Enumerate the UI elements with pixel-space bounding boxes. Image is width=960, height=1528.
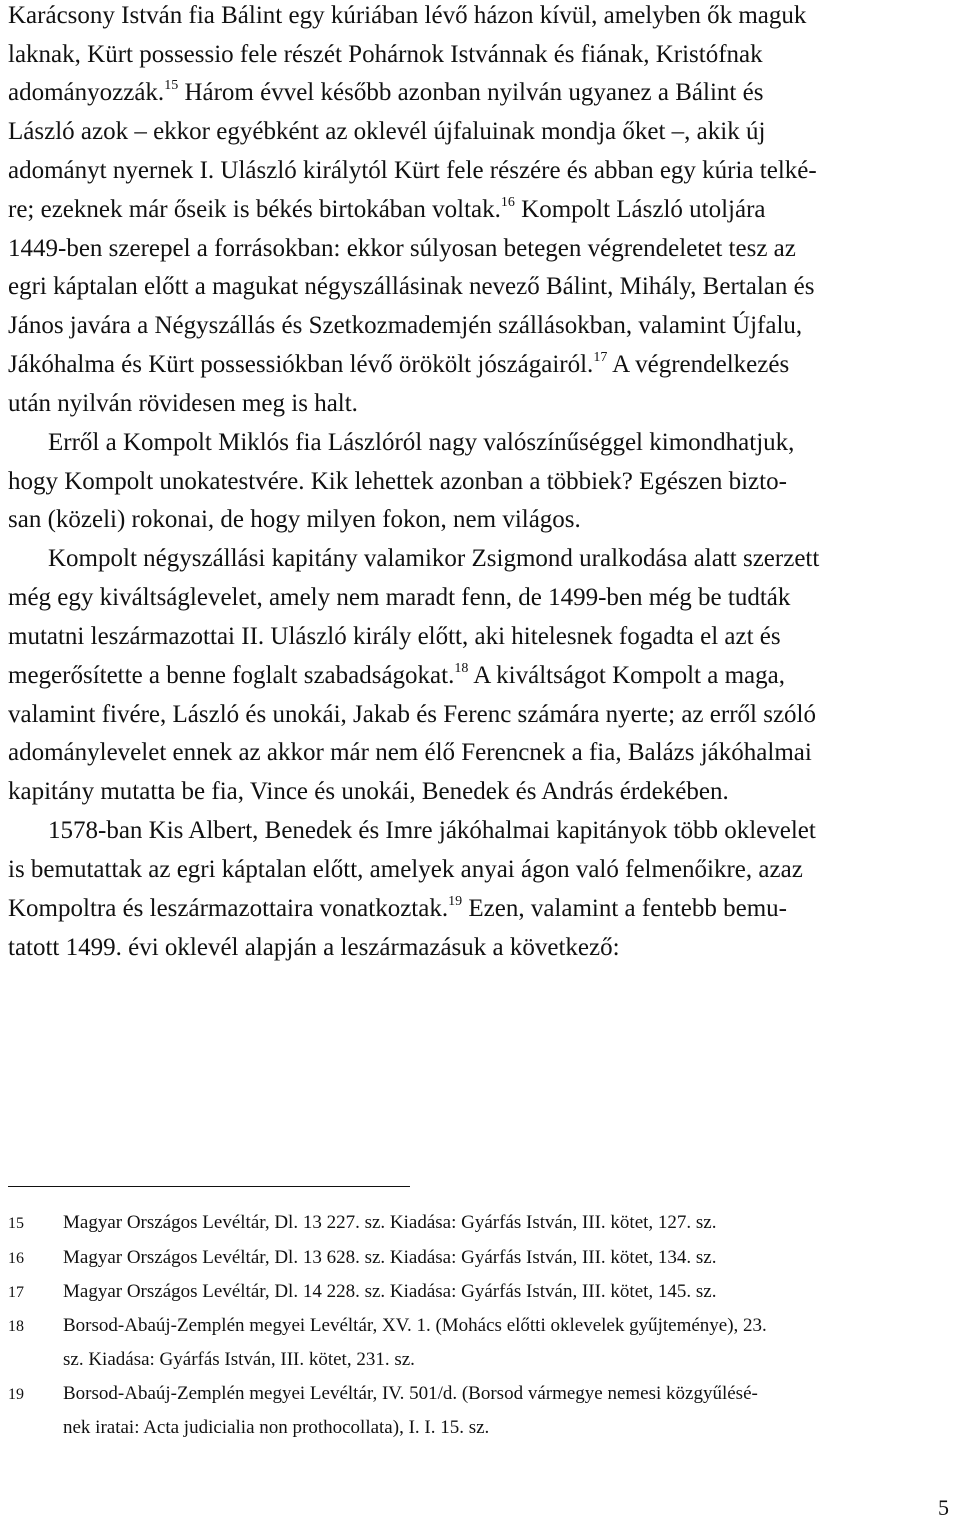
text-line: egri káptalan előtt a magukat négyszállásinak nevező Bálint, Mihály, Bertalan és (8, 273, 815, 300)
footnote-ref[interactable]: 18 (454, 661, 469, 676)
text-line: László azok – ekkor egyébként az oklevél újfaluinak mondja őket –, akik új (8, 118, 766, 145)
text-line: 1578-ban Kis Albert, Benedek és Imre jákóhalmai kapitányok több oklevelet (48, 817, 816, 844)
text-line: is bemutattak az egri káptalan előtt, amelyek anyai ágon való felmenőikre, azaz (8, 856, 803, 883)
text-line: re; ezeknek már őseik is békés birtokában voltak.$^{16}$ Kompolt László utoljára (8, 195, 766, 223)
footnote (8, 1282, 717, 1301)
text-line: laknak, Kürt possessio fele részét Pohárnok Istvánnak és fiának, Kristófnak (8, 41, 763, 68)
text-line: Karácsony István fia Bálint egy kúriában lévő házon kívül, amelyben ők maguk (8, 2, 807, 29)
footnote (8, 1248, 717, 1267)
footnote (8, 1384, 758, 1403)
footnote-number: 19 (8, 1386, 24, 1403)
footnote-ref[interactable]: 17 (593, 350, 608, 365)
text-line: kapitány mutatta be fia, Vince és unokái, Benedek és András érdekében. (8, 778, 729, 805)
footnote-text: Magyar Országos Levéltár, Dl. 14 228. sz. Kiadása: Gyárfás István, III. kötet, 145. sz. (63, 1281, 717, 1302)
footnote-text: Magyar Országos Levéltár, Dl. 13 227. sz. Kiadása: Gyárfás István, III. kötet, 127. sz. (63, 1212, 717, 1233)
text-line: Erről a Kompolt Miklós fia Lászlóról nagy valószínűséggel kimondhatjuk, (48, 429, 795, 456)
text-line: még egy kiváltságlevelet, amely nem maradt fenn, de 1499-ben még be tudták (8, 584, 791, 611)
page-number: 5 (938, 1495, 949, 1520)
text-line: mutatni leszármazottai II. Ulászló király előtt, aki hitelesnek fogadta el azt és (8, 623, 781, 650)
footnote-text: Borsod-Abaúj-Zemplén megyei Levéltár, XV. 1. (Mohács előtti oklevelek gyűjteménye), 23. (63, 1315, 767, 1336)
footnote-number: 16 (8, 1250, 24, 1267)
text-line: János javára a Négyszállás és Szetkozmademjén szállásokban, valamint Újfalu, (8, 312, 803, 339)
footnote-text: Magyar Országos Levéltár, Dl. 13 628. sz. Kiadása: Gyárfás István, III. kötet, 134. sz. (63, 1247, 717, 1268)
text-line: hogy Kompolt unokatestvére. Kik lehettek azonban a többiek? Egészen bizto- (8, 468, 787, 495)
text-line: után nyilván rövidesen meg is halt. (8, 390, 358, 417)
footnote-separator (8, 1186, 410, 1187)
text-line: Kompoltra és leszármazottaira vonatkoztak.$^{19}$ Ezen, valamint a fentebb bemu- (8, 894, 787, 922)
text-line: adományozzák.$^{15}$ Három évvel később azonban nyilván ugyanez a Bálint és (8, 78, 764, 106)
text-line: valamint fivére, László és unokái, Jakab és Ferenc számára nyerte; az erről szóló (8, 701, 816, 728)
footnote-ref[interactable]: 16 (500, 195, 515, 210)
footnote-number: 17 (8, 1284, 24, 1301)
footnote-number: 18 (8, 1318, 24, 1335)
text-line: megerősítette a benne foglalt szabadságokat.$^{18}$ A kiváltságot Kompolt a maga, (8, 661, 785, 689)
text-line: tatott 1499. évi oklevél alapján a leszármazásuk a következő: (8, 934, 620, 961)
footnote-number: 15 (8, 1215, 24, 1232)
text-line: Jákóhalma és Kürt possessiókban lévő örökölt jószágairól.$^{17}$ A végrendelkezés (8, 350, 790, 378)
text-line: 1449-ben szerepel a forrásokban: ekkor súlyosan betegen végrendeletet tesz az (8, 235, 796, 262)
footnote-continuation: nek iratai: Acta judicialia non prothocollata), I. I. 15. sz. (63, 1417, 490, 1438)
text-line: adományt nyernek I. Ulászló királytól Kürt fele részére és abban egy kúria telké- (8, 157, 817, 184)
footnote-text: Borsod-Abaúj-Zemplén megyei Levéltár, IV. 501/d. (Borsod vármegye nemesi közgyűlésé- (63, 1383, 758, 1404)
text-line: adománylevelet ennek az akkor már nem élő Ferencnek a fia, Balázs jákóhalmai (8, 739, 812, 766)
text-line: Kompolt négyszállási kapitány valamikor Zsigmond uralkodása alatt szerzett (48, 545, 820, 572)
footnote (8, 1213, 717, 1232)
footnote-continuation: sz. Kiadása: Gyárfás István, III. kötet, 231. sz. (63, 1349, 415, 1370)
footnote-ref[interactable]: 19 (448, 894, 463, 909)
text-line: san (közeli) rokonai, de hogy milyen fokon, nem világos. (8, 506, 581, 533)
footnote-ref[interactable]: 15 (164, 78, 179, 93)
footnote (8, 1316, 767, 1335)
